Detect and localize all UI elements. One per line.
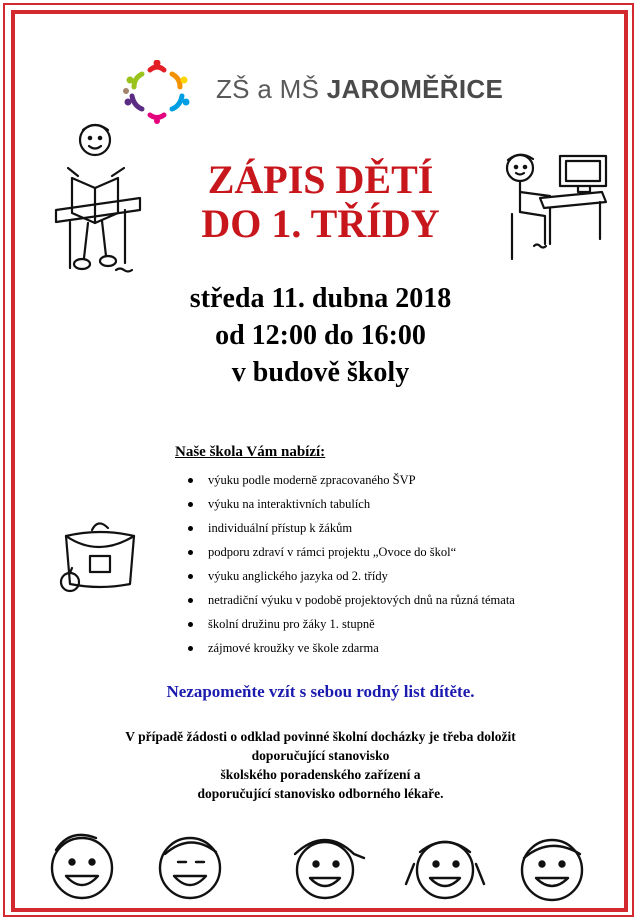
list-item: netradiční výuku v podobě projektových dnů na různá témata [186,592,515,616]
event-date: středa 11. dubna 2018 [189,283,452,314]
list-item: zájmové kroužky ve škole zdarma [186,640,515,664]
list-item: individuální přístup k žákům [186,520,515,544]
notice-line4: doporučující stanovisko odborného lékaře. [197,786,444,801]
page-title-line2: DO 1. TŘÍDY [201,201,440,246]
list-item: výuku na interaktivních tabulích [186,496,515,520]
notice-line2: doporučující stanovisko [251,748,390,763]
offer-list [186,472,515,664]
face-2-icon [160,838,220,898]
school-name-prefix: ZŠ a MŠ [216,74,320,104]
school-name-main: JAROMĚŘICE [326,74,504,104]
notice-line3: školského poradenského zařízení a [220,767,421,782]
list-item: výuku anglického jazyka od 2. třídy [186,568,515,592]
list-item: výuku podle moderně zpracovaného ŠVP [186,472,515,496]
face-3-icon [295,840,364,898]
reminder-text: Nezapomeňte vzít s sebou rodný list dítěte. [166,682,475,701]
face-5-icon [522,840,582,900]
offer-heading: Naše škola Vám nabízí: [175,444,326,460]
list-item: podporu zdraví v rámci projektu „Ovoce do škol“ [186,544,515,568]
school-logo-icon [122,60,192,124]
school-name [216,74,503,105]
face-4-icon [406,842,484,898]
list-item: školní družinu pro žáky 1. stupně [186,616,515,640]
notice-text [0,727,641,803]
school-bag-icon [56,514,142,596]
event-time: od 12:00 do 16:00 [215,320,426,351]
event-place: v budově školy [231,357,410,388]
smiling-faces-icon [40,824,600,910]
page-title-line1: ZÁPIS DĚTÍ [207,157,434,202]
notice-line1: V případě žádosti o odklad povinné školní docházky je třeba doložit [125,729,516,744]
face-1-icon [52,835,112,898]
